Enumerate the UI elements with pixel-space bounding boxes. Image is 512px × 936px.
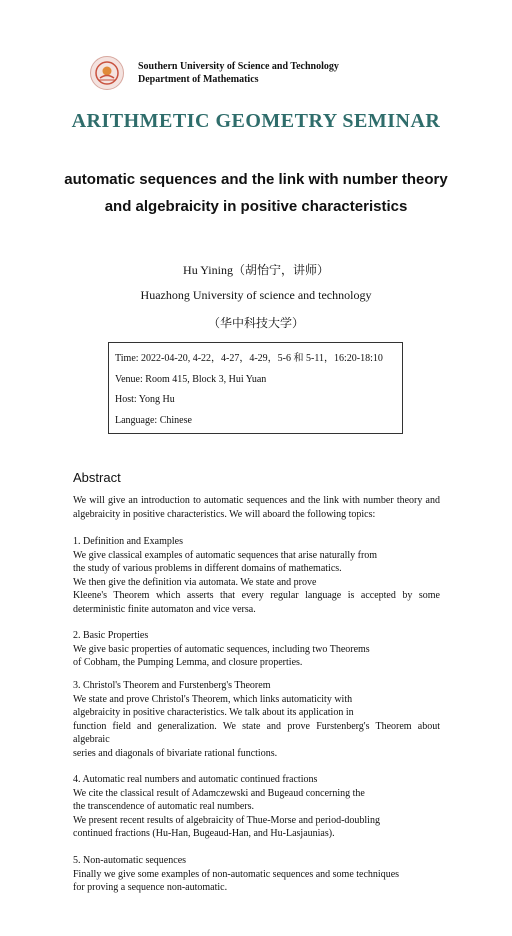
section-line: Finally we give some examples of non-automatic sequences and some techniques bbox=[73, 868, 400, 880]
section-3 bbox=[73, 679, 440, 761]
institution-block bbox=[138, 60, 339, 86]
time-line: Time: 2022-04-20, 4-22，4-27，4-29，5-6 和 5-11，16:20-18:10 bbox=[115, 353, 383, 364]
university-logo-icon bbox=[94, 60, 120, 86]
affiliation: Huazhong University of science and technology bbox=[140, 288, 372, 302]
section-line: the study of various problems in different domains of mathematics. bbox=[73, 563, 342, 575]
section-line: Kleene's Theorem which asserts that every regular language is accepted by some deterministic finite automaton and vice versa. bbox=[73, 590, 440, 615]
section-title: 1. Definition and Examples bbox=[73, 536, 183, 547]
section-line: We give classical examples of automatic sequences that arise naturally from bbox=[73, 549, 378, 561]
venue-line: Venue: Room 415, Block 3, Hui Yuan bbox=[115, 373, 267, 385]
section-line: We cite the classical result of Adamczewski and Bugeaud concerning the bbox=[73, 787, 365, 799]
section-line: function field and generalization. We state and prove Furstenberg's Theorem about algebraic bbox=[73, 720, 440, 746]
seminar-title: ARITHMETIC GEOMETRY SEMINAR bbox=[71, 110, 441, 132]
header bbox=[90, 56, 339, 90]
talk-title: automatic sequences and the link with number theory and algebraicity in positive characteristics bbox=[64, 171, 448, 215]
department-name: Department of Mathematics bbox=[138, 74, 259, 85]
abstract-heading: Abstract bbox=[73, 470, 121, 485]
section-title: 3. Christol's Theorem and Furstenberg's Theorem bbox=[73, 680, 271, 691]
university-logo bbox=[90, 56, 124, 90]
section-line: of Cobham, the Pumping Lemma, and closure properties. bbox=[73, 657, 303, 669]
section-line: We then give the definition via automata. We state and prove bbox=[73, 576, 317, 588]
info-box bbox=[108, 342, 403, 434]
affiliation-chinese: （华中科技大学） bbox=[207, 316, 304, 330]
abstract-intro: We will give an introduction to automatic sequences and the link with number theory and algebraicity in positive characteristics. We will aboard the following topics: bbox=[73, 495, 440, 520]
section-line: series and diagonals of bivariate rational functions. bbox=[73, 747, 278, 759]
section-5 bbox=[73, 854, 440, 895]
section-title: 2. Basic Properties bbox=[73, 630, 149, 641]
section-line: We state and prove Christol's Theorem, which links automaticity with bbox=[73, 693, 353, 705]
language-line: Language: Chinese bbox=[115, 414, 192, 426]
section-line: for proving a sequence non-automatic. bbox=[73, 882, 228, 894]
section-line: continued fractions (Hu-Han, Bugeaud-Han, and Hu-Lasjaunias). bbox=[73, 828, 335, 840]
university-name: Southern University of Science and Technology bbox=[138, 61, 339, 72]
section-2 bbox=[73, 629, 440, 670]
host-line: Host: Yong Hu bbox=[115, 394, 175, 405]
section-line: We present recent results of algebraicity of Thue-Morse and period-doubling bbox=[73, 814, 380, 826]
section-title: 4. Automatic real numbers and automatic continued fractions bbox=[73, 774, 318, 785]
speaker: Hu Yining（胡怡宁，讲师） bbox=[183, 263, 329, 277]
section-1 bbox=[73, 535, 440, 617]
section-4 bbox=[73, 773, 440, 841]
section-line: algebraicity in positive characteristics. We talk about its application in bbox=[73, 707, 354, 719]
section-line: We give basic properties of automatic sequences, including two Theorems bbox=[73, 643, 370, 655]
section-title: 5. Non-automatic sequences bbox=[73, 855, 187, 866]
section-line: the transcendence of automatic real numbers. bbox=[73, 801, 255, 813]
